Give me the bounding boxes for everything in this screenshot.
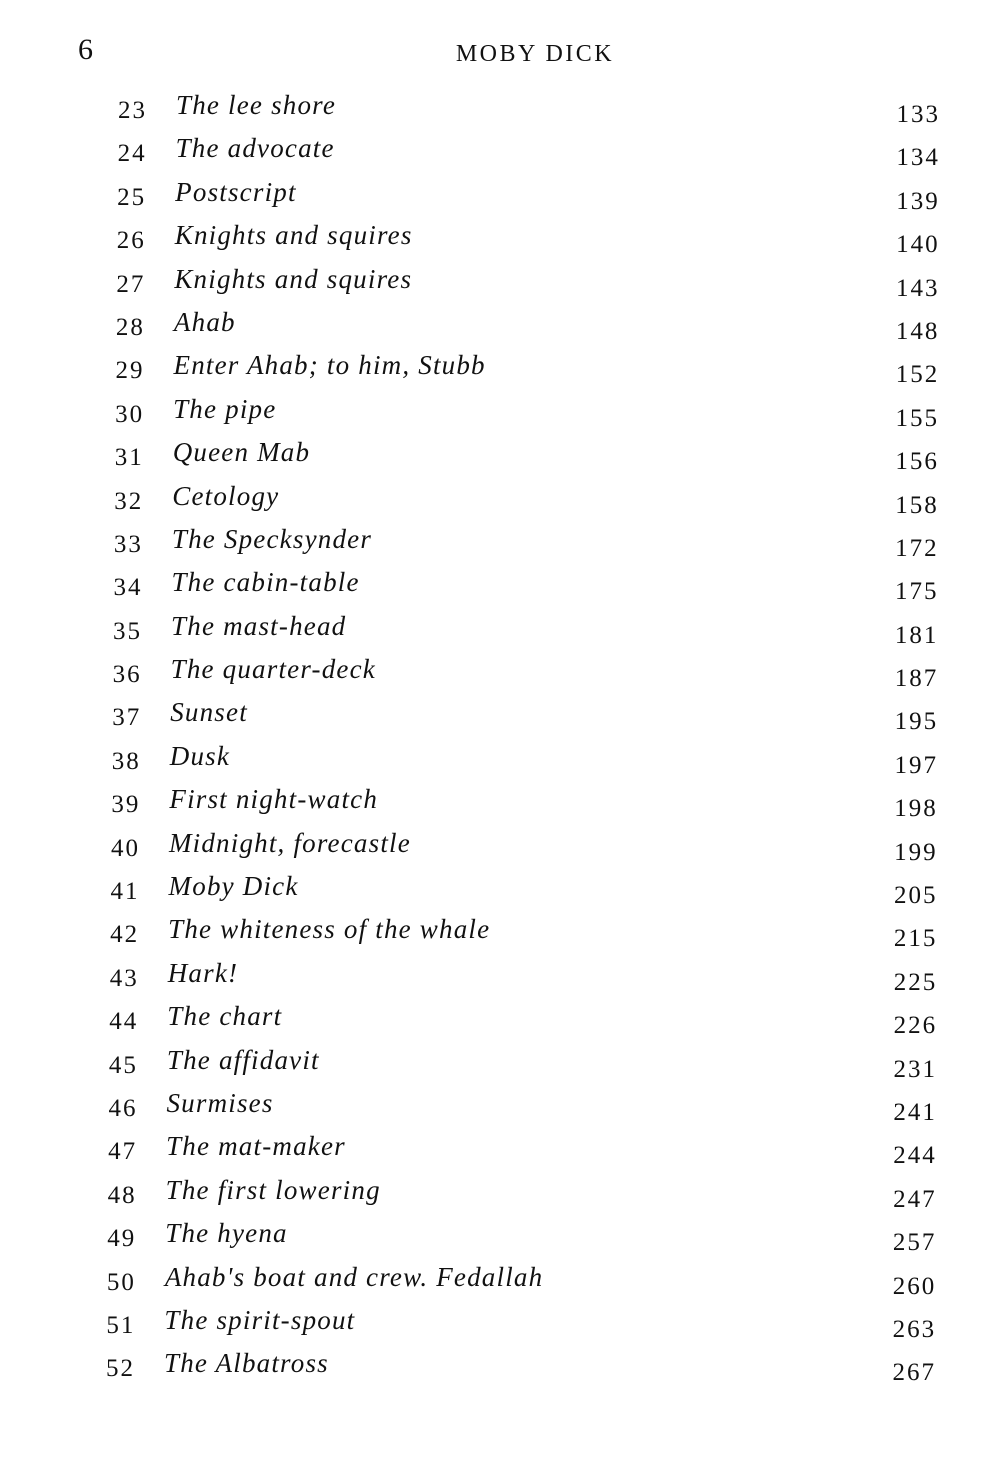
toc-entry <box>0 260 1000 303</box>
chapter-number: 28 <box>115 313 145 341</box>
chapter-title: Ahab's boat and crew. Fedallah <box>164 1261 544 1292</box>
toc-entry <box>0 1301 1000 1344</box>
page-number: 6 <box>78 33 93 66</box>
chapter-title: The pipe <box>173 393 277 424</box>
chapter-page-number: 225 <box>893 968 938 996</box>
chapter-number: 44 <box>109 1008 139 1036</box>
chapter-number: 34 <box>113 574 143 602</box>
toc-entry <box>0 129 1000 172</box>
chapter-number: 32 <box>114 487 144 515</box>
chapter-title: The hyena <box>165 1218 288 1249</box>
toc-entry <box>0 737 1000 780</box>
toc-entry <box>0 1171 1000 1214</box>
chapter-number: 45 <box>108 1051 138 1079</box>
toc-entry <box>0 86 1000 129</box>
chapter-page-number: 134 <box>896 144 940 172</box>
chapter-title: Knights and squires <box>174 263 413 294</box>
toc-entry <box>0 216 1000 259</box>
chapter-number: 26 <box>116 227 146 255</box>
chapter-page-number: 156 <box>895 448 939 476</box>
chapter-page-number: 244 <box>893 1142 937 1170</box>
chapter-page-number: 140 <box>896 231 940 259</box>
chapter-title: Enter Ahab; to him, Stubb <box>173 350 486 381</box>
chapter-title: Hark! <box>167 957 239 988</box>
table-of-contents <box>0 86 1000 1388</box>
chapter-number: 50 <box>106 1268 136 1296</box>
chapter-page-number: 139 <box>896 187 940 215</box>
toc-entry <box>0 1127 1000 1170</box>
chapter-number: 27 <box>116 270 146 298</box>
chapter-number: 43 <box>109 964 139 992</box>
chapter-number: 24 <box>117 140 147 168</box>
toc-entry <box>0 1084 1000 1127</box>
chapter-title: The mat-maker <box>166 1131 346 1162</box>
toc-entry <box>0 607 1000 650</box>
chapter-number: 37 <box>112 704 142 732</box>
chapter-page-number: 158 <box>895 491 939 519</box>
toc-entry <box>0 563 1000 606</box>
chapter-number: 48 <box>107 1181 137 1209</box>
toc-entry <box>0 303 1000 346</box>
toc-entry <box>0 1041 1000 1084</box>
chapter-title: The whiteness of the whale <box>168 914 491 945</box>
toc-entry <box>0 824 1000 867</box>
chapter-number: 52 <box>106 1355 135 1383</box>
chapter-page-number: 197 <box>894 751 938 779</box>
toc-entry <box>0 173 1000 216</box>
toc-entry <box>0 867 1000 910</box>
chapter-page-number: 231 <box>893 1055 937 1083</box>
chapter-number: 29 <box>115 357 145 385</box>
chapter-number: 31 <box>114 444 144 472</box>
chapter-number: 23 <box>118 97 147 124</box>
chapter-title: Knights and squires <box>174 220 413 251</box>
toc-entry <box>0 650 1000 693</box>
toc-entry <box>0 433 1000 476</box>
chapter-number: 40 <box>110 834 140 862</box>
chapter-title: Surmises <box>166 1087 274 1118</box>
chapter-number: 46 <box>108 1094 138 1122</box>
chapter-title: Sunset <box>170 697 248 728</box>
chapter-title: First night-watch <box>169 784 379 815</box>
chapter-number: 41 <box>110 878 140 906</box>
chapter-number: 25 <box>117 183 147 211</box>
toc-entry <box>0 1214 1000 1257</box>
toc-entry <box>0 346 1000 389</box>
chapter-page-number: 267 <box>892 1359 936 1387</box>
chapter-title: The Specksynder <box>171 523 373 554</box>
chapter-title: The mast-head <box>171 610 347 641</box>
toc-entry <box>0 477 1000 520</box>
chapter-page-number: 187 <box>894 665 939 693</box>
chapter-number: 30 <box>115 400 145 428</box>
chapter-page-number: 199 <box>894 838 938 866</box>
chapter-number: 33 <box>113 530 143 558</box>
chapter-page-number: 247 <box>893 1185 937 1213</box>
chapter-page-number: 181 <box>894 621 939 649</box>
toc-entry <box>0 1344 1000 1387</box>
chapter-page-number: 263 <box>892 1315 937 1343</box>
chapter-page-number: 257 <box>892 1229 937 1257</box>
chapter-number: 51 <box>106 1311 136 1339</box>
toc-entry <box>0 954 1000 997</box>
chapter-title: The advocate <box>175 133 335 164</box>
chapter-page-number: 148 <box>895 317 940 345</box>
chapter-page-number: 155 <box>895 404 940 432</box>
chapter-number: 39 <box>111 791 141 819</box>
chapter-page-number: 198 <box>894 795 938 823</box>
chapter-title: The cabin-table <box>171 567 360 598</box>
chapter-page-number: 205 <box>894 882 938 910</box>
chapter-title: Postscript <box>175 176 297 207</box>
chapter-number: 35 <box>113 617 143 645</box>
chapter-number: 36 <box>112 661 142 689</box>
chapter-page-number: 215 <box>893 925 938 953</box>
chapter-page-number: 175 <box>894 578 939 606</box>
running-head: MOBY DICK <box>455 41 615 67</box>
chapter-page-number: 260 <box>892 1272 937 1300</box>
chapter-page-number: 195 <box>894 708 939 736</box>
toc-entry <box>0 390 1000 433</box>
chapter-title: The first lowering <box>165 1174 381 1205</box>
chapter-number: 49 <box>107 1225 137 1253</box>
chapter-title: Midnight, forecastle <box>168 827 411 858</box>
chapter-page-number: 133 <box>896 101 940 128</box>
chapter-number: 38 <box>111 747 141 775</box>
chapter-title: The chart <box>167 1001 283 1032</box>
toc-entry <box>0 910 1000 953</box>
chapter-title: Cetology <box>172 480 280 511</box>
chapter-title: Queen Mab <box>172 437 311 468</box>
chapter-page-number: 143 <box>895 274 940 302</box>
toc-entry <box>0 693 1000 736</box>
chapter-title: The affidavit <box>166 1044 320 1075</box>
toc-entry <box>0 1258 1000 1301</box>
chapter-page-number: 241 <box>893 1098 937 1126</box>
chapter-title: The lee shore <box>176 90 337 120</box>
chapter-title: The Albatross <box>164 1348 329 1379</box>
chapter-number: 47 <box>108 1138 138 1166</box>
chapter-title: Dusk <box>169 740 231 771</box>
chapter-page-number: 226 <box>893 1012 938 1040</box>
chapter-page-number: 152 <box>895 361 940 389</box>
toc-entry <box>0 997 1000 1040</box>
toc-entry <box>0 520 1000 563</box>
chapter-number: 42 <box>110 921 140 949</box>
chapter-title: Ahab <box>173 306 236 337</box>
chapter-title: The quarter-deck <box>170 654 376 685</box>
toc-entry <box>0 780 1000 823</box>
chapter-title: Moby Dick <box>168 871 299 902</box>
chapter-page-number: 172 <box>895 534 939 562</box>
chapter-title: The spirit-spout <box>164 1304 356 1335</box>
